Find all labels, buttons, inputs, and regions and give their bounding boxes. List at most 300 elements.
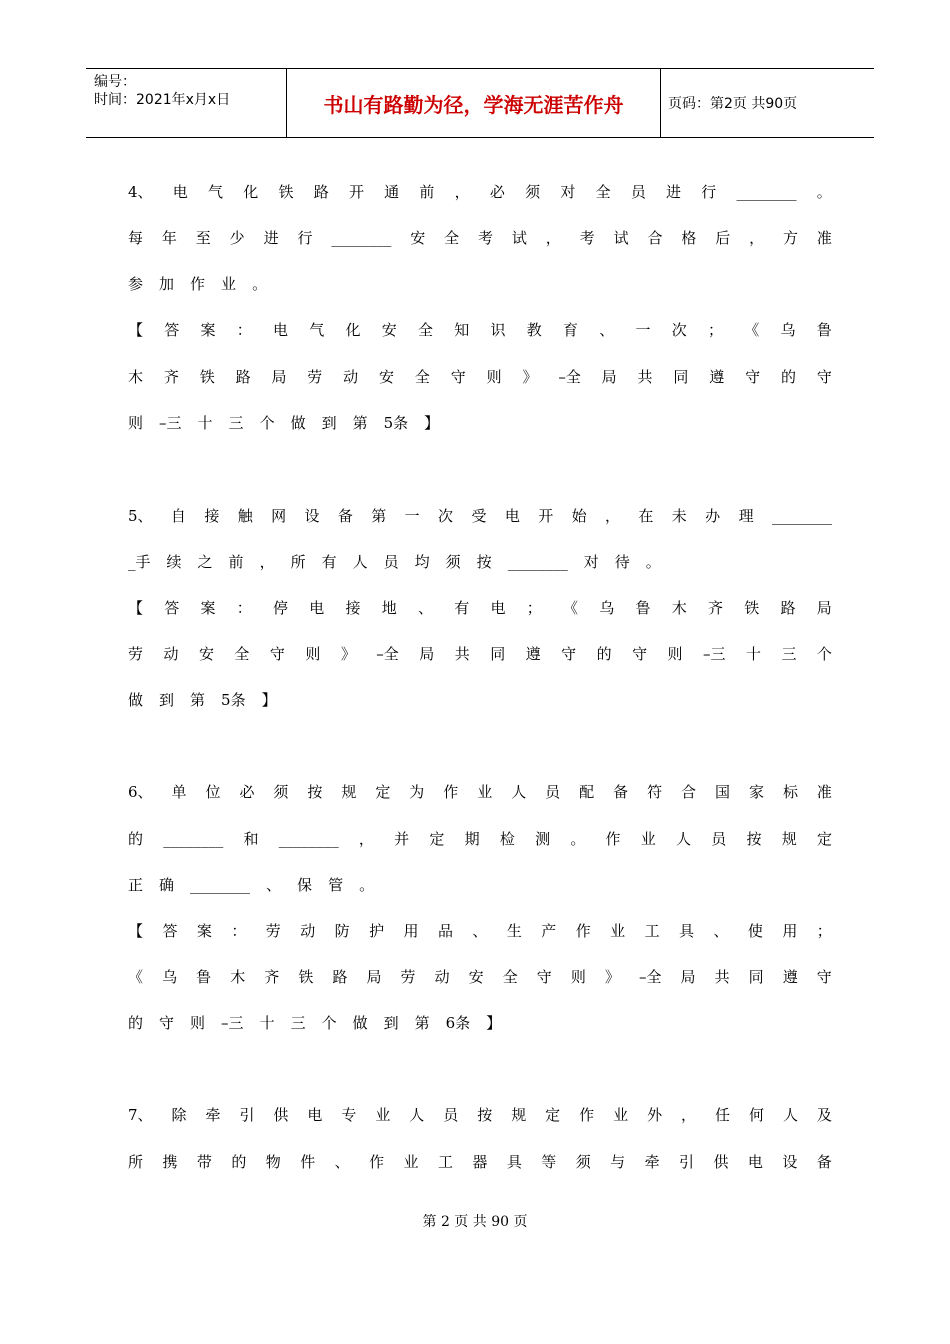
text-line: [128, 364, 832, 390]
text-token: 安: [379, 368, 395, 386]
text-token: 人: [352, 553, 368, 571]
text-token: 在: [638, 507, 654, 525]
text-token: ：: [231, 922, 247, 940]
text-token: –全: [558, 368, 581, 386]
text-token: ，: [259, 553, 275, 571]
text-token: 电: [273, 321, 289, 339]
text-token: –三: [221, 1014, 244, 1032]
text-token: 劳: [128, 645, 144, 663]
text-token: 待: [614, 553, 630, 571]
text-token: 人: [676, 830, 692, 848]
time-label: 时间：2021年x月x日: [94, 92, 231, 108]
text-line: [128, 779, 832, 805]
text-token: 《: [563, 599, 579, 617]
text-token: 动: [343, 368, 359, 386]
text-token: 气: [208, 183, 224, 201]
text-token: 守: [450, 368, 466, 386]
text-token: 。: [252, 275, 268, 293]
text-token: 办: [705, 507, 721, 525]
text-token: 三: [781, 645, 797, 663]
text-token: 须: [445, 553, 461, 571]
text-token: 续: [166, 553, 182, 571]
text-token: ；: [526, 599, 542, 617]
text-token: 进: [666, 183, 682, 201]
text-token: 备: [613, 783, 629, 801]
page-info: 页码：第2页 共90页: [668, 96, 798, 112]
text-token: 《: [128, 968, 144, 986]
text-token: 带: [196, 1153, 212, 1171]
text-token: 备: [816, 1153, 832, 1171]
text-token: 5、: [128, 507, 153, 525]
text-token: 乌: [599, 599, 615, 617]
text-token: ；: [816, 922, 832, 940]
text-token: 工: [644, 922, 660, 940]
text-token: 则: [570, 968, 586, 986]
text-line: [128, 271, 832, 297]
text-token: 局: [680, 968, 696, 986]
text-token: 任: [715, 1106, 731, 1124]
text-token: 考: [579, 229, 595, 247]
text-token: 产: [541, 922, 557, 940]
text-token: 接: [345, 599, 361, 617]
text-token: 铁: [298, 968, 314, 986]
text-token: 何: [748, 1106, 764, 1124]
text-token: 设: [304, 507, 320, 525]
text-token: 器: [472, 1153, 488, 1171]
text-token: 少: [229, 229, 245, 247]
header-middle-cell: [286, 69, 661, 137]
text-token: 自: [170, 507, 186, 525]
text-token: 乌: [780, 321, 796, 339]
text-token: 人: [409, 1106, 425, 1124]
text-token: 须: [273, 783, 289, 801]
text-token: 动: [434, 968, 450, 986]
text-token: 5条: [383, 414, 409, 432]
text-token: 电: [490, 599, 506, 617]
text-token: ________: [331, 229, 392, 247]
text-token: –三: [703, 645, 726, 663]
text-token: 对: [560, 183, 576, 201]
text-token: –三: [159, 414, 182, 432]
text-line: [128, 1149, 832, 1175]
text-token: 【: [128, 922, 144, 940]
text-token: 具: [506, 1153, 522, 1171]
text-line: [128, 179, 832, 205]
text-token: 供: [273, 1106, 289, 1124]
text-token: 保: [297, 876, 313, 894]
text-token: 防: [334, 922, 350, 940]
text-token: ：: [236, 599, 252, 617]
text-token: 引: [239, 1106, 255, 1124]
text-token: 做: [290, 414, 306, 432]
text-token: 员: [711, 830, 727, 848]
text-line: [128, 641, 832, 667]
text-token: 标: [782, 783, 798, 801]
text-token: 守: [536, 968, 552, 986]
text-token: 合: [647, 229, 663, 247]
text-token: 电: [504, 507, 520, 525]
text-token: 鲁: [635, 599, 651, 617]
text-token: 动: [163, 645, 179, 663]
text-token: _手: [128, 553, 151, 571]
text-token: 接: [204, 507, 220, 525]
text-token: 规: [341, 783, 357, 801]
text-token: 4、: [128, 183, 153, 201]
text-line: [128, 410, 832, 436]
text-token: 作: [579, 1106, 595, 1124]
page-footer: 第 2 页 共 90 页: [422, 1214, 528, 1230]
text-token: 等: [541, 1153, 557, 1171]
text-token: 全: [414, 368, 430, 386]
text-token: 第: [414, 1014, 430, 1032]
text-line: [128, 1010, 832, 1036]
text-token: 则: [667, 645, 683, 663]
text-token: 之: [197, 553, 213, 571]
text-token: 安: [381, 321, 397, 339]
text-token: 符: [647, 783, 663, 801]
text-token: ，: [681, 1106, 697, 1124]
text-token: 铁: [744, 599, 760, 617]
text-token: 业: [375, 1106, 391, 1124]
text-token: 按: [476, 553, 492, 571]
text-token: ________: [163, 830, 224, 848]
text-token: 答: [162, 922, 178, 940]
text-token: 规: [781, 830, 797, 848]
text-token: –全: [638, 968, 662, 986]
text-token: 、: [418, 599, 434, 617]
text-token: 工: [437, 1153, 453, 1171]
text-token: 业: [640, 830, 656, 848]
text-token: 家: [748, 783, 764, 801]
text-token: 路: [235, 368, 251, 386]
text-token: 员: [443, 1106, 459, 1124]
text-token: 则: [128, 414, 144, 432]
text-token: 员: [383, 553, 399, 571]
text-token: 答: [164, 599, 180, 617]
text-token: 。: [359, 876, 375, 894]
text-token: 必: [239, 783, 255, 801]
text-token: 劳: [400, 968, 416, 986]
text-token: 次: [671, 321, 687, 339]
text-token: 开: [348, 183, 364, 201]
text-token: 十: [197, 414, 213, 432]
text-token: 行: [701, 183, 717, 201]
text-token: 必: [489, 183, 505, 201]
text-token: ，: [749, 229, 765, 247]
text-line: [128, 549, 832, 575]
text-token: 局: [816, 599, 832, 617]
text-token: 的: [596, 645, 612, 663]
text-token: 员: [545, 783, 561, 801]
text-token: 、: [334, 1153, 350, 1171]
text-token: 到: [321, 414, 337, 432]
text-token: 电: [747, 1153, 763, 1171]
text-token: 案: [196, 922, 212, 940]
text-token: 全: [444, 229, 460, 247]
text-token: 6条: [445, 1014, 471, 1032]
text-token: 用: [782, 922, 798, 940]
text-token: 5条: [221, 691, 246, 709]
text-token: 生: [506, 922, 522, 940]
text-token: 全: [502, 968, 518, 986]
text-token: 参: [128, 275, 144, 293]
text-token: 化: [345, 321, 361, 339]
text-token: 理: [738, 507, 754, 525]
text-token: 后: [715, 229, 731, 247]
text-token: 及: [816, 1106, 832, 1124]
text-token: 》: [340, 645, 356, 663]
text-token: 方: [783, 229, 799, 247]
text-token: 并: [394, 830, 410, 848]
text-token: 一: [404, 507, 420, 525]
text-line: [128, 225, 832, 251]
text-token: 加: [159, 275, 175, 293]
text-token: 十: [745, 645, 761, 663]
text-token: 格: [681, 229, 697, 247]
text-token: 劳: [307, 368, 323, 386]
text-token: 引: [679, 1153, 695, 1171]
header-left-cell: [86, 69, 286, 137]
text-token: 和: [243, 830, 259, 848]
text-token: 、: [599, 321, 615, 339]
text-token: 三: [290, 1014, 306, 1032]
text-token: 【: [128, 321, 144, 339]
text-token: 同: [673, 368, 689, 386]
text-token: 案: [200, 599, 216, 617]
text-token: 遵: [525, 645, 541, 663]
text-token: 网: [271, 507, 287, 525]
text-token: 前: [228, 553, 244, 571]
text-token: 个: [816, 645, 832, 663]
text-token: ：: [236, 321, 252, 339]
text-token: 与: [610, 1153, 626, 1171]
text-token: 品: [437, 922, 453, 940]
text-token: 前: [419, 183, 435, 201]
text-token: 作: [190, 275, 206, 293]
text-token: 安: [468, 968, 484, 986]
text-token: 始: [571, 507, 587, 525]
text-token: 供: [713, 1153, 729, 1171]
text-token: 地: [381, 599, 397, 617]
text-token: 电: [172, 183, 188, 201]
text-token: 未: [671, 507, 687, 525]
text-token: 的: [128, 830, 144, 848]
text-token: 共: [637, 368, 653, 386]
text-token: 牵: [644, 1153, 660, 1171]
text-token: 作: [443, 783, 459, 801]
text-token: 通: [384, 183, 400, 201]
text-token: 铁: [199, 368, 215, 386]
text-token: 为: [409, 783, 425, 801]
text-token: 到: [383, 1014, 399, 1032]
text-token: 个: [321, 1014, 337, 1032]
text-token: 的: [231, 1153, 247, 1171]
text-token: 人: [782, 1106, 798, 1124]
text-token: 受: [471, 507, 487, 525]
text-token: ________: [190, 876, 251, 894]
text-token: 齐: [163, 368, 179, 386]
text-token: 有: [321, 553, 337, 571]
text-token: 路: [313, 183, 329, 201]
text-token: 》: [522, 368, 538, 386]
text-token: 守: [561, 645, 577, 663]
text-token: ；: [708, 321, 724, 339]
text-token: 的: [780, 368, 796, 386]
text-token: 局: [271, 368, 287, 386]
text-token: 、: [472, 922, 488, 940]
text-token: 均: [414, 553, 430, 571]
text-token: 单: [171, 783, 187, 801]
text-token: 电: [307, 1106, 323, 1124]
text-token: 守: [816, 368, 832, 386]
text-token: 管: [328, 876, 344, 894]
text-token: ________: [278, 830, 339, 848]
serial-label: 编号：: [94, 74, 136, 90]
text-token: 【: [128, 599, 144, 617]
text-token: ________: [736, 183, 797, 201]
text-token: 国: [715, 783, 731, 801]
text-token: 至: [195, 229, 211, 247]
text-token: 配: [579, 783, 595, 801]
text-token: 每: [128, 229, 144, 247]
text-token: 具: [679, 922, 695, 940]
text-token: 规: [511, 1106, 527, 1124]
text-token: 】: [424, 414, 440, 432]
text-token: 育: [563, 321, 579, 339]
text-token: 作: [575, 922, 591, 940]
text-token: 定: [816, 830, 832, 848]
text-token: 共: [714, 968, 730, 986]
text-token: 教: [526, 321, 542, 339]
text-token: 守: [269, 645, 285, 663]
text-token: 到: [159, 691, 175, 709]
text-token: 位: [205, 783, 221, 801]
text-token: 考: [478, 229, 494, 247]
text-token: 业: [610, 922, 626, 940]
text-token: 外: [647, 1106, 663, 1124]
text-line: [128, 964, 832, 990]
text-token: ，: [358, 830, 374, 848]
text-token: 的: [128, 1014, 144, 1032]
text-token: 件: [300, 1153, 316, 1171]
text-line: [128, 918, 832, 944]
text-token: 业: [477, 783, 493, 801]
text-token: 个: [259, 414, 275, 432]
text-token: 知: [454, 321, 470, 339]
text-token: 答: [164, 321, 180, 339]
text-token: 专: [341, 1106, 357, 1124]
text-token: 第: [190, 691, 206, 709]
text-token: 守: [816, 968, 832, 986]
text-token: 局: [601, 368, 617, 386]
text-token: 同: [748, 968, 764, 986]
text-token: 齐: [708, 599, 724, 617]
text-token: 开: [538, 507, 554, 525]
text-token: 铁: [278, 183, 294, 201]
text-token: 劳: [265, 922, 281, 940]
text-token: 进: [263, 229, 279, 247]
text-token: 遵: [709, 368, 725, 386]
text-token: 试: [511, 229, 527, 247]
text-token: 检: [499, 830, 515, 848]
text-token: 木: [671, 599, 687, 617]
text-token: 停: [273, 599, 289, 617]
text-token: 所: [290, 553, 306, 571]
text-token: 化: [243, 183, 259, 201]
text-token: 护: [369, 922, 385, 940]
text-token: 定: [429, 830, 445, 848]
text-token: 按: [477, 1106, 493, 1124]
text-token: 作: [369, 1153, 385, 1171]
text-token: 乌: [162, 968, 178, 986]
text-token: ，: [605, 507, 621, 525]
text-token: 定: [375, 783, 391, 801]
text-token: 全: [234, 645, 250, 663]
text-token: 《: [744, 321, 760, 339]
text-token: 物: [265, 1153, 281, 1171]
text-token: 测: [535, 830, 551, 848]
text-token: 。: [645, 553, 661, 571]
text-token: 作: [605, 830, 621, 848]
text-token: 须: [525, 183, 541, 201]
text-token: 期: [464, 830, 480, 848]
text-line: [128, 687, 832, 713]
text-token: 用: [403, 922, 419, 940]
text-token: 】: [486, 1014, 502, 1032]
text-token: 人: [511, 783, 527, 801]
text-token: 共: [454, 645, 470, 663]
text-token: 触: [237, 507, 253, 525]
text-token: 识: [490, 321, 506, 339]
header-right-cell: [660, 69, 874, 137]
text-token: 做: [352, 1014, 368, 1032]
text-token: 确: [159, 876, 175, 894]
text-token: ________: [507, 553, 568, 571]
text-token: 局: [366, 968, 382, 986]
text-token: 同: [490, 645, 506, 663]
text-token: 安: [410, 229, 426, 247]
text-token: 则: [305, 645, 321, 663]
text-token: 全: [595, 183, 611, 201]
text-token: 路: [332, 968, 348, 986]
text-line: [128, 503, 832, 529]
text-token: 齐: [264, 968, 280, 986]
text-token: 三: [228, 414, 244, 432]
text-token: 鲁: [816, 321, 832, 339]
text-token: 正: [128, 876, 144, 894]
text-token: 按: [746, 830, 762, 848]
text-token: 牵: [205, 1106, 221, 1124]
text-line: [128, 826, 832, 852]
text-token: 准: [816, 783, 832, 801]
text-token: 气: [309, 321, 325, 339]
text-token: 电: [309, 599, 325, 617]
text-token: 次: [438, 507, 454, 525]
text-token: 鲁: [196, 968, 212, 986]
text-token: 。: [816, 183, 832, 201]
text-token: 有: [454, 599, 470, 617]
text-token: 则: [190, 1014, 206, 1032]
text-token: 6、: [128, 783, 153, 801]
text-token: 定: [545, 1106, 561, 1124]
text-token: 对: [583, 553, 599, 571]
text-token: –全: [376, 645, 399, 663]
text-token: 第: [371, 507, 387, 525]
text-token: 业: [403, 1153, 419, 1171]
text-token: 》: [604, 968, 620, 986]
text-token: 行: [297, 229, 313, 247]
text-token: ，: [545, 229, 561, 247]
